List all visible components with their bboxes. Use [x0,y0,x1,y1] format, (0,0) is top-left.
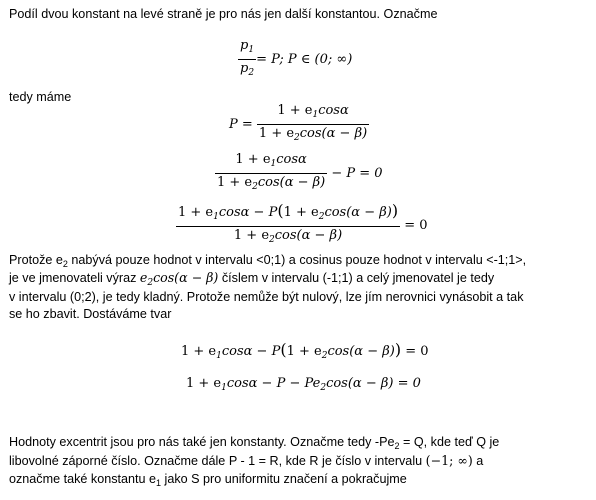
equation-1-rest: = P; P ∈ (0; ∞) [256,52,353,67]
equation-5: $1 + e_1\cos\alpha - P(1 + e_2\cos(\alpha - \beta)) = 0$ [181,340,429,361]
equation-2-fraction: $\frac{1 + e_1\cos\alpha}{1 + e_2\cos(\alpha - \beta)}$ [257,103,369,146]
equation-4: $\frac{1 + e_1\cos\alpha - P(1 + e_2\cos(\alpha - \beta))}{1 + e_2\cos(\alpha - \beta)}$ = 0 [176,203,428,248]
equation-1 [238,38,352,81]
paragraph-1-line-1: Podíl dvou konstant na levé straně je pro nás jen další konstantou. Označme [9,7,438,21]
equation-3: $\frac{1 + e_1\cos\alpha}{1 + e_2\cos(\alpha - \beta)}$ − P = 0 [215,152,383,195]
paragraph-2-line-1: tedy máme [9,90,72,104]
equation-3-fraction: $\frac{1 + e_1\cos\alpha}{1 + e_2\cos(\alpha - \beta)}$ [215,152,327,195]
equation-4-fraction: $\frac{1 + e_1\cos\alpha - P(1 + e_2\cos(\alpha - \beta))}{1 + e_2\cos(\alpha - \beta)}$ [176,203,400,248]
equation-6: $1 + e_1\cos\alpha - P - Pe_2\cos(\alpha - \beta) = 0$ [186,376,421,393]
paragraph-3-line-4: se ho zbavit. Dostáváme tvar [9,307,172,321]
paragraph-4-line-1: Hodnoty excentrit jsou pro nás také jen konstanty. Označme tedy $-Pe_2 = Q$, kde teď Q je [9,435,500,451]
equation-1-fraction: $\frac{p_1}{p_2}$ [238,38,256,81]
paragraph-4-line-3: označme také konstantu $e_1$ jako S pro uniformitu značení a pokračujme [9,472,407,488]
equation-2: P = $\frac{1 + e_1\cos\alpha}{1 + e_2\cos(\alpha - \beta)}$ [229,103,369,146]
paragraph-4-line-2: libovolné záporné číslo. Označme dále P - 1 = R, kde R je číslo v intervalu (−1; ∞) a [9,453,484,468]
paragraph-3-line-1: Protože $e_2$ nabývá pouze hodnot v intervalu <0;1) a cosinus pouze hodnot v intervalu <-1;1>, [9,253,527,269]
paragraph-3-line-3: v intervalu (0;2), je tedy kladný. Protože nemůže být nulový, lze jím nerovnici vynásobit a tak [9,290,524,304]
paragraph-3-line-2: je ve jmenovateli výraz $e_2\cos(\alpha - \beta)$ číslem v intervalu (-1;1) a celý jmenovatel je tedy [9,270,495,288]
